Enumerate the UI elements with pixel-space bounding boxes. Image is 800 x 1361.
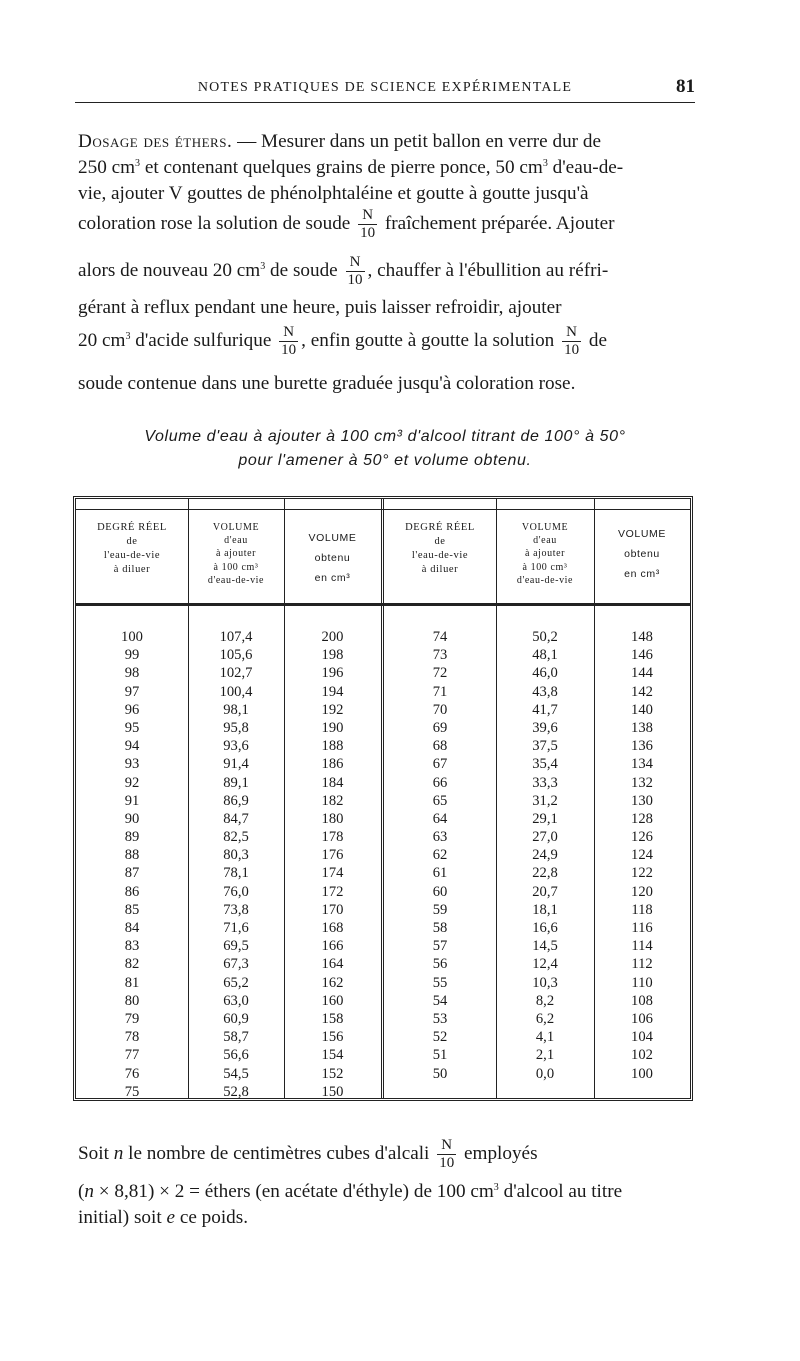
table-cell: 58,7 — [223, 1029, 249, 1046]
table-cell: 194 — [321, 683, 344, 700]
table-cell: 69,5 — [223, 938, 249, 955]
table-cell: 73,8 — [223, 901, 249, 918]
table-cell: 10,3 — [532, 974, 558, 991]
table-cell: 54 — [432, 992, 448, 1009]
table-cell: 164 — [321, 956, 344, 973]
table-cell: 43,8 — [532, 683, 558, 700]
table-cell: 170 — [321, 901, 344, 918]
table-cell: 22,8 — [532, 865, 558, 882]
table-cell: 71,6 — [223, 920, 249, 936]
table-cell: 105,6 — [219, 647, 253, 664]
table-cell: 180 — [321, 810, 344, 827]
table-cell: 52 — [432, 1029, 448, 1046]
column-water-left — [188, 628, 284, 1101]
table-cell: 84,7 — [223, 810, 249, 827]
header-obtained-right: VOLUME obtenu en cm³ — [618, 528, 666, 580]
table-cell: 178 — [321, 829, 344, 846]
table-cell: 72 — [432, 665, 448, 682]
table-cell: 46,0 — [532, 665, 558, 682]
table-cell: 65,2 — [223, 974, 249, 991]
table-cell: 33,3 — [532, 774, 558, 791]
table-cell: 50 — [432, 1065, 448, 1082]
table-cell: 80 — [124, 992, 140, 1009]
table-cell: 100 — [121, 629, 143, 645]
table-cell: 97 — [124, 683, 140, 700]
table-cell: 100 — [631, 1065, 653, 1082]
table-cell: 63,0 — [223, 992, 249, 1009]
table-cell: 144 — [631, 665, 653, 682]
table-cell: 57 — [432, 938, 448, 955]
table-cell: 78 — [124, 1029, 140, 1046]
formula-line: initial) soit e ce poids. — [78, 1207, 249, 1228]
table-cell: 79 — [124, 1010, 140, 1027]
column-degree-right — [384, 628, 496, 1083]
column-water-right — [496, 628, 594, 1083]
table-cell: 4,1 — [535, 1029, 555, 1046]
table-cell: 98,1 — [223, 701, 249, 718]
table-cell: 89,1 — [223, 774, 249, 791]
formula-line: Soit n le nombre de centimètres cubes d'alcali $\frac{N}{10}$ employés — [78, 1137, 538, 1171]
table-cell: 35,4 — [532, 756, 558, 773]
table-cell: 76 — [124, 1065, 140, 1082]
table-cell: 63 — [432, 829, 448, 846]
table-cell: 182 — [321, 792, 344, 809]
fraction-n-over-10: $\frac{N}{10}$ — [439, 1137, 455, 1171]
table-cell: 27,0 — [532, 829, 558, 846]
table-cell: 162 — [321, 974, 344, 991]
fraction-n-over-10: $\frac{N}{10}$ — [281, 324, 297, 358]
table-cell: 82,5 — [223, 829, 249, 846]
table-cell: 78,1 — [223, 865, 249, 882]
table-cell: 188 — [321, 738, 344, 755]
table-cell: 24,9 — [532, 847, 558, 864]
page-number: 81 — [676, 76, 695, 97]
table-cell: 90 — [124, 810, 140, 827]
table-cell: 176 — [321, 847, 344, 864]
table-cell: 51 — [432, 1047, 448, 1064]
table-cell: 84 — [124, 920, 140, 936]
paragraph-line: 20 $cm^3$ d'acide sulfurique $\frac{N}{10}$ , enfin goutte à goutte la solution $\frac{N}{10}$ de — [78, 324, 607, 358]
column-degree-left — [76, 628, 188, 1101]
table-cell: 12,4 — [532, 956, 558, 973]
table-cell: 95 — [124, 719, 140, 736]
table-cell: 77 — [124, 1047, 140, 1064]
table-cell: 132 — [631, 774, 653, 791]
paragraph-line: soude contenue dans une burette graduée jusqu'à coloration rose. — [78, 373, 576, 394]
table-cell: 88 — [124, 847, 140, 864]
section-heading: Dosage des éthers. — [78, 131, 233, 152]
table-cell: 66 — [432, 774, 448, 791]
table-cell: 98 — [124, 665, 140, 682]
table-cell: 48,1 — [532, 647, 558, 664]
table-cell: 91 — [124, 792, 140, 809]
table-cell: 130 — [631, 792, 653, 809]
table-cell: 160 — [321, 992, 344, 1009]
table-cell: 150 — [321, 1083, 344, 1100]
table-cell: 87 — [124, 865, 140, 882]
table-cell: 91,4 — [223, 756, 249, 773]
table-cell: 75 — [124, 1083, 140, 1100]
table-cell: 126 — [631, 829, 653, 846]
header-top-rule — [76, 509, 690, 510]
table-cell: 8,2 — [535, 992, 555, 1009]
table-cell: 184 — [321, 774, 344, 791]
header-obtained-left: VOLUME obtenu en cm³ — [308, 532, 357, 584]
fraction-n-over-10: $\frac{N}{10}$ — [564, 324, 580, 358]
table-cell: 89 — [124, 829, 140, 846]
table-cell: 39,6 — [532, 719, 558, 736]
table-cell: 69 — [432, 719, 448, 736]
table-cell: 93,6 — [223, 738, 249, 755]
table-cell: 2,1 — [535, 1047, 555, 1064]
table-cell: 196 — [321, 665, 344, 682]
column-obtained-right — [594, 628, 690, 1083]
table-cell: 154 — [321, 1047, 344, 1064]
header-degree-left: DEGRÉ RÉEL de l'eau-de-vie à diluer — [97, 522, 167, 575]
table-cell: 120 — [631, 883, 653, 900]
paragraph-line: vie, ajouter V gouttes de phénolphtaléine et goutte à goutte jusqu'à — [78, 183, 589, 204]
table-cell: 67,3 — [223, 956, 249, 973]
dilution-table — [73, 496, 693, 1101]
table-cell: 62 — [432, 847, 448, 864]
table-cell: 93 — [124, 756, 140, 773]
table-cell: 92 — [124, 774, 140, 791]
table-cell: 16,6 — [532, 920, 558, 936]
table-cell: 186 — [321, 756, 344, 773]
table-cell: 156 — [321, 1029, 344, 1046]
table-cell: 106 — [631, 1010, 653, 1027]
table-cell: 71 — [432, 683, 448, 700]
table-cell: 104 — [631, 1029, 653, 1046]
table-cell: 112 — [631, 956, 653, 973]
table-cell: 158 — [321, 1010, 344, 1027]
table-cell: 148 — [631, 629, 653, 645]
table-cell: 76,0 — [223, 883, 249, 900]
table-cell: 102,7 — [219, 665, 253, 682]
table-cell: 0,0 — [535, 1065, 555, 1082]
table-cell: 140 — [631, 701, 653, 718]
table-cell: 18,1 — [532, 901, 558, 918]
table-cell: 118 — [631, 901, 653, 918]
running-title: NOTES PRATIQUES DE SCIENCE EXPÉRIMENTALE — [197, 80, 573, 95]
table-cell: 100,4 — [219, 683, 253, 700]
table-cell: 37,5 — [532, 738, 558, 755]
table-cell: 192 — [321, 701, 344, 718]
table-cell: 64 — [432, 810, 448, 827]
table-cell: 142 — [631, 683, 653, 700]
formula-line: (n × 8,81) × 2 = éthers (en acétate d'éthyle) de 100 $cm^3$ d'alcool au titre — [78, 1181, 623, 1202]
table-cell: 146 — [631, 647, 653, 664]
paragraph-line: gérant à reflux pendant une heure, puis laisser refroidir, ajouter — [78, 297, 562, 318]
table-caption-line2: pour l'amener à 50° et volume obtenu. — [238, 452, 532, 469]
table-cell: 6,2 — [535, 1010, 555, 1027]
fraction-n-over-10: $\frac{N}{10}$ — [347, 254, 363, 288]
table-cell: 54,5 — [223, 1065, 249, 1082]
table-cell: 14,5 — [532, 938, 558, 955]
table-cell: 20,7 — [532, 883, 558, 900]
table-cell: 73 — [432, 647, 448, 664]
header-water-left: VOLUME d'eau à ajouter à 100 cm³ d'eau-de-vie — [207, 522, 265, 586]
table-cell: 60,9 — [223, 1010, 249, 1027]
table-cell: 99 — [124, 647, 140, 664]
header-bottom-rule — [76, 603, 690, 606]
table-caption-line1: Volume d'eau à ajouter à 100 cm³ d'alcool titrant de 100° à 50° — [144, 428, 626, 445]
table-cell: 108 — [631, 992, 653, 1009]
table-cell: 59 — [432, 901, 448, 918]
fraction-n-over-10: $\frac{N}{10}$ — [360, 207, 376, 241]
table-cell: 134 — [631, 756, 653, 773]
table-cell: 65 — [432, 792, 448, 809]
table-cell: 31,2 — [532, 792, 558, 809]
table-cell: 124 — [631, 847, 653, 864]
table-cell: 67 — [432, 756, 448, 773]
table-cell: 172 — [321, 883, 344, 900]
table-cell: 56,6 — [223, 1047, 249, 1064]
table-cell: 53 — [432, 1010, 448, 1027]
table-cell: 110 — [631, 974, 653, 991]
table-cell: 138 — [631, 719, 653, 736]
header-degree-right: DEGRÉ RÉEL de l'eau-de-vie à diluer — [405, 522, 475, 575]
table-cell: 55 — [432, 974, 448, 991]
page-header — [75, 76, 695, 103]
table-cell: 102 — [631, 1047, 653, 1064]
table-cell: 107,4 — [219, 629, 253, 645]
table-cell: 190 — [321, 719, 344, 736]
table-cell: 128 — [631, 810, 653, 827]
paragraph-line: Dosage des éthers. — Mesurer dans un petit ballon en verre dur de — [78, 131, 601, 152]
table-cell: 83 — [124, 938, 140, 955]
table-cell: 116 — [631, 920, 653, 936]
table-cell: 82 — [124, 956, 140, 973]
table-cell: 29,1 — [532, 810, 558, 827]
table-cell: 81 — [124, 974, 140, 991]
table-cell: 122 — [631, 865, 653, 882]
table-cell: 56 — [432, 956, 448, 973]
paragraph-line: 250 $cm^3$ et contenant quelques grains de pierre ponce, 50 $cm^3$ d'eau-de- — [78, 157, 624, 178]
paragraph-line: alors de nouveau 20 $cm^3$ de soude $\frac{N}{10}$ , chauffer à l'ébullition au réfri- — [78, 254, 609, 288]
table-cell: 85 — [124, 901, 140, 918]
table-cell: 74 — [432, 629, 448, 645]
table-cell: 114 — [631, 938, 653, 955]
table-cell: 80,3 — [223, 847, 249, 864]
table-cell: 166 — [321, 938, 344, 955]
table-cell: 200 — [321, 629, 344, 645]
table-cell: 94 — [124, 738, 140, 755]
table-cell: 60 — [432, 883, 448, 900]
table-cell: 52,8 — [223, 1083, 249, 1100]
table-cell: 86 — [124, 883, 140, 900]
table-cell: 152 — [321, 1065, 344, 1082]
table-cell: 41,7 — [532, 701, 558, 718]
table-cell: 96 — [124, 701, 140, 718]
table-cell: 86,9 — [223, 792, 249, 809]
table-cell: 198 — [321, 647, 344, 664]
table-cell: 70 — [432, 701, 448, 718]
paragraph-line: coloration rose la solution de soude $\frac{N}{10}$ fraîchement préparée. Ajouter — [78, 207, 615, 241]
table-cell: 95,8 — [223, 719, 249, 736]
table-cell: 61 — [432, 865, 448, 882]
column-obtained-left — [284, 628, 381, 1101]
table-cell: 58 — [432, 920, 448, 936]
header-water-right: VOLUME d'eau à ajouter à 100 cm³ d'eau-de-vie — [516, 522, 574, 586]
table-cell: 136 — [631, 738, 653, 755]
table-cell: 50,2 — [532, 629, 558, 645]
table-cell: 68 — [432, 738, 448, 755]
table-cell: 174 — [321, 865, 344, 882]
table-cell: 168 — [321, 920, 344, 936]
